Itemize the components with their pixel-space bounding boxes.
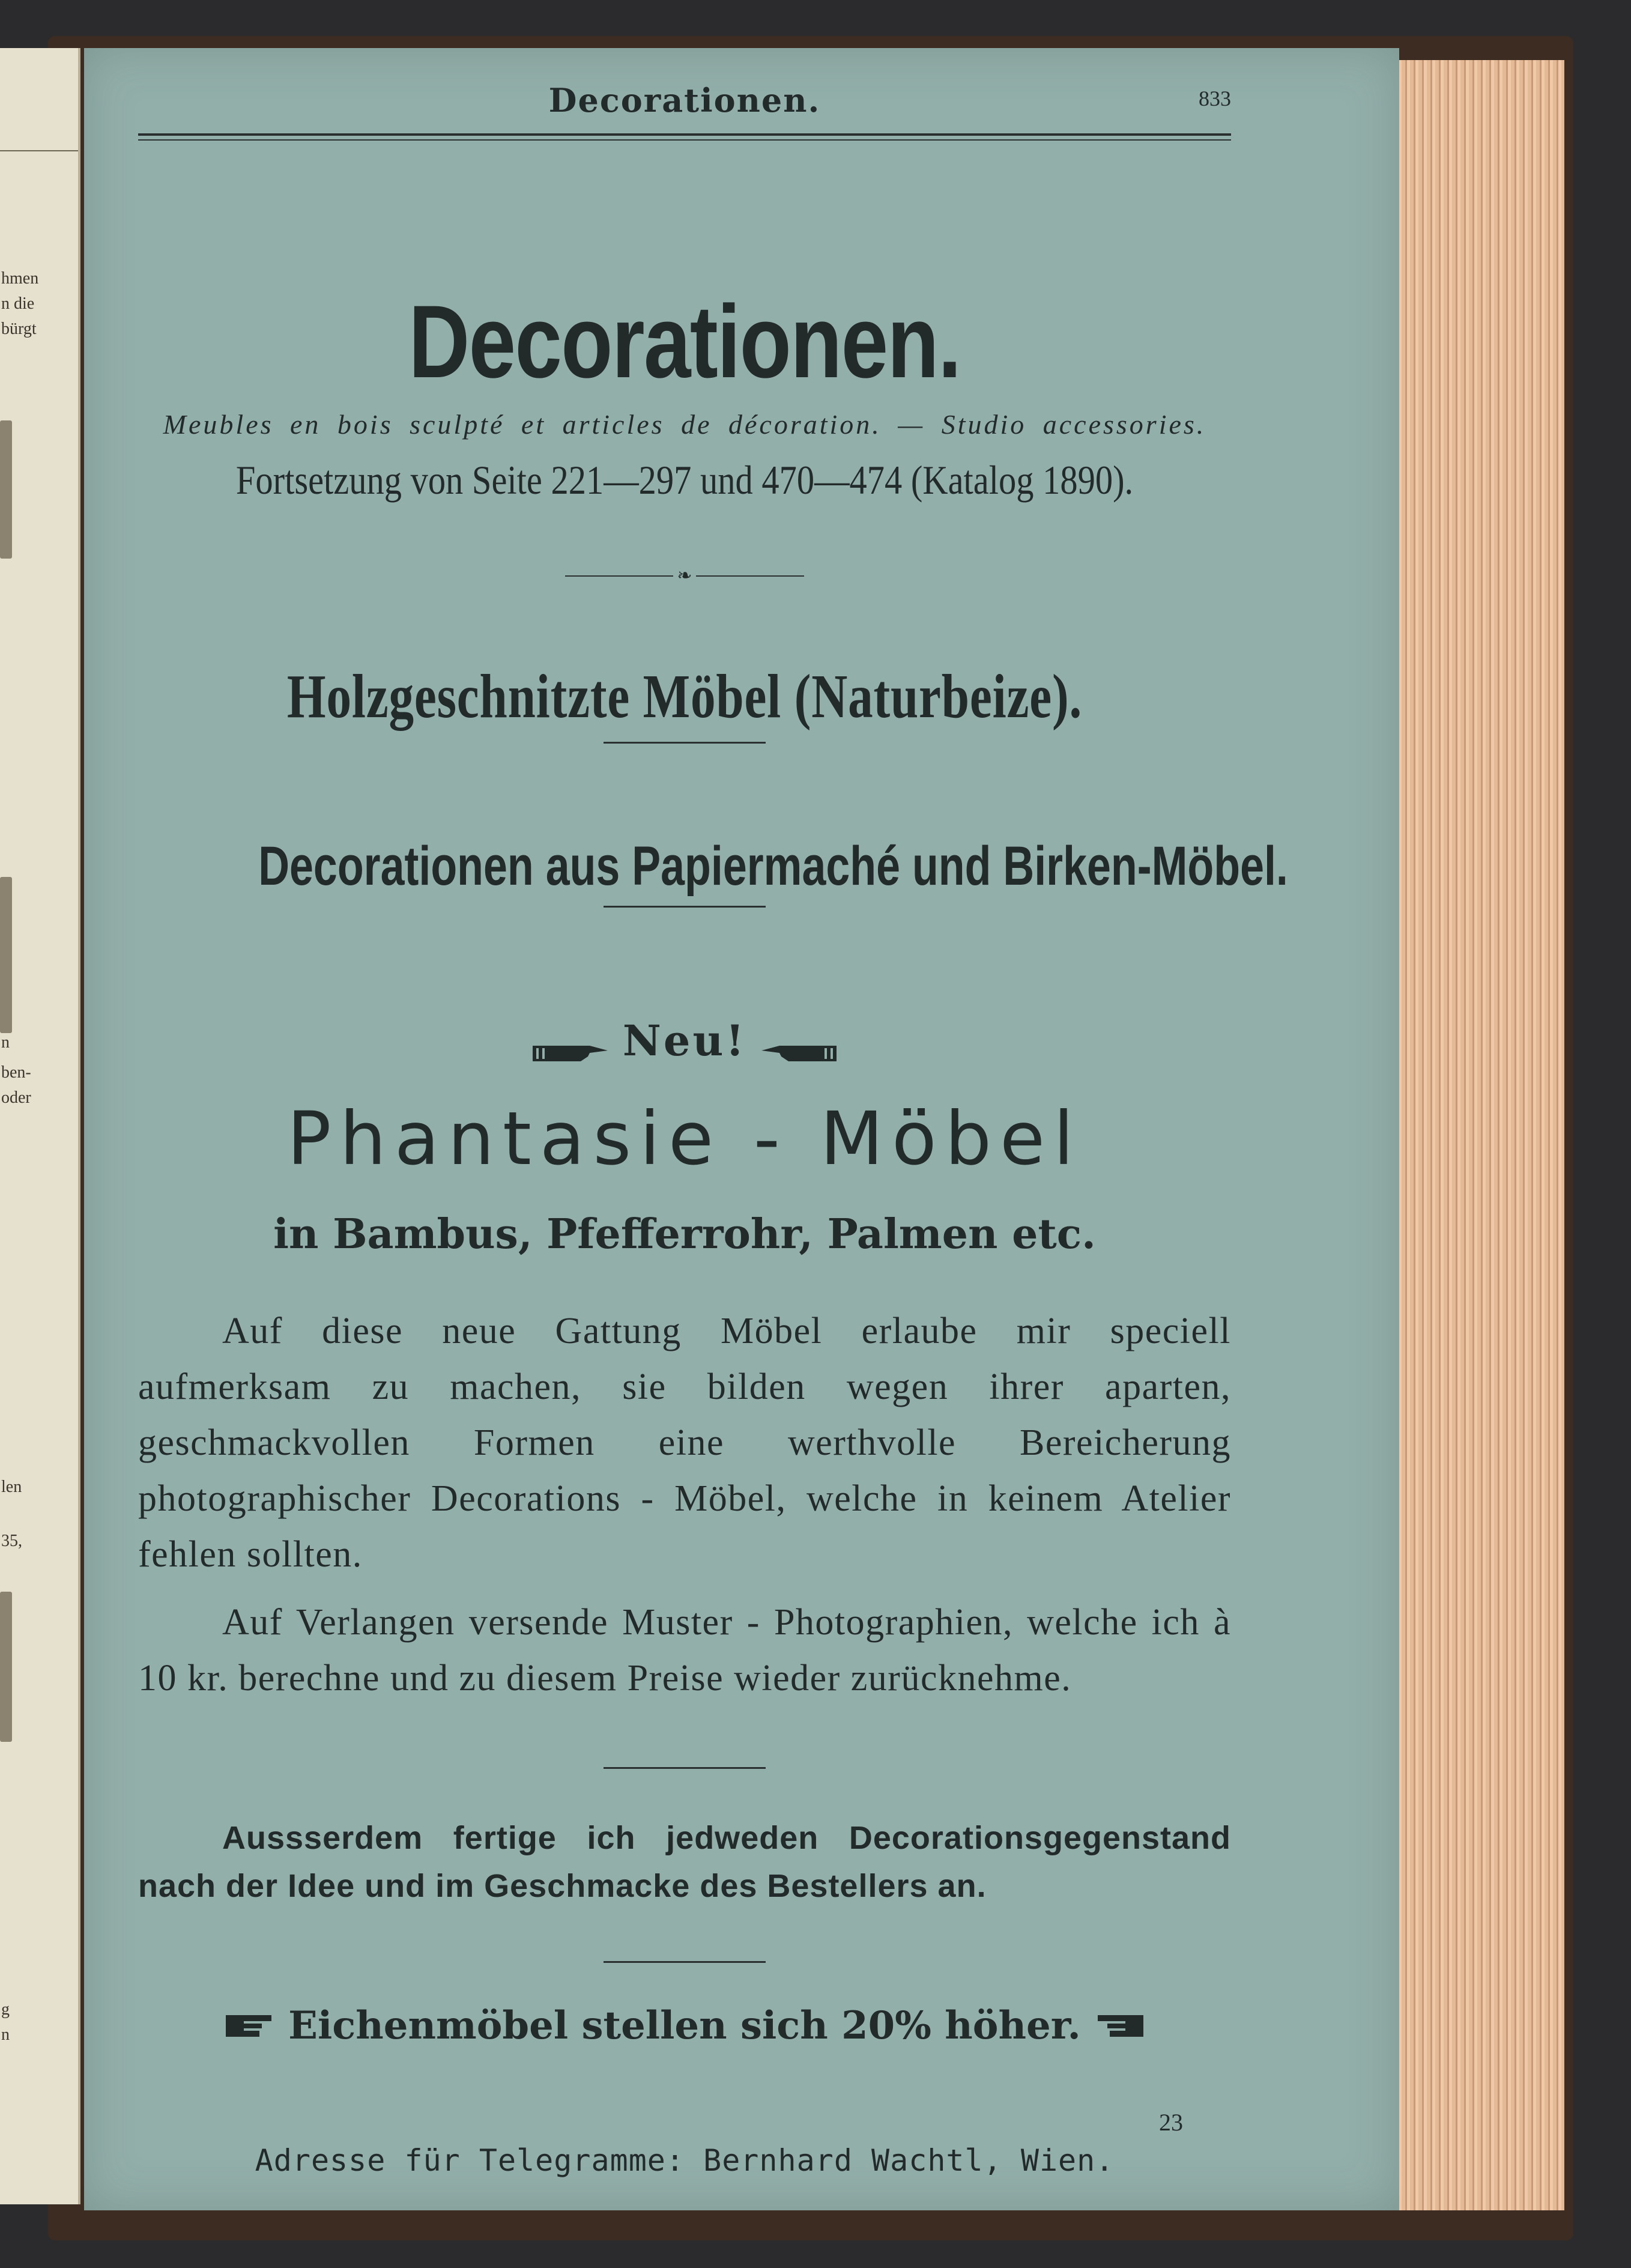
- paragraph-samples: Auf Verlangen versende Muster - Photographien, welche ich à 10 kr. berechne und zu diesem Preise wieder zurücknehme.: [138, 1602, 1231, 1699]
- left-page-fragment: oder: [1, 1088, 31, 1107]
- ornament-line: [696, 575, 804, 577]
- left-page-fragment: len: [1, 1478, 22, 1496]
- pointing-hand-left-icon: [758, 1027, 837, 1054]
- ornament-line: [565, 575, 673, 577]
- header-rule: [138, 133, 1231, 141]
- heading-materials: in Bambus, Pfefferrohr, Palmen etc.: [273, 1210, 1096, 1258]
- left-page-fragment: n: [1, 2025, 10, 2044]
- left-page-fragment: ben-: [1, 1063, 31, 1082]
- left-page-rule: [0, 150, 78, 151]
- new-announcement: [138, 1012, 1231, 1066]
- pointing-fist-right-icon: [226, 2010, 274, 2042]
- paragraph-custom-orders: Aussserdem fertige ich jedweden Decorationsgegenstand nach der Idee und im Geschmacke des Bestellers an.: [138, 1820, 1231, 1904]
- heading-carved-furniture: Holzgeschnitzte Möbel (Naturbeize).: [286, 662, 1083, 731]
- signature-number: 23: [1159, 2109, 1183, 2136]
- oak-price-text: Eichenmöbel stellen sich 20% höher.: [288, 2003, 1081, 2048]
- left-page-fragment: bürgt: [1, 320, 37, 338]
- left-page-illustration: [0, 1592, 12, 1742]
- left-page-fragment: n: [1, 1033, 10, 1052]
- section-divider: [604, 906, 766, 908]
- pointing-hand-right-icon: [533, 1027, 611, 1054]
- oak-price-note: [138, 2003, 1231, 2057]
- left-page-illustration: [0, 420, 12, 559]
- new-label: Neu!: [622, 1015, 747, 1066]
- left-page-fragment: n die: [1, 294, 35, 313]
- page-number: 833: [1199, 86, 1231, 111]
- left-page-fragment: hmen: [1, 269, 39, 288]
- subtitle-translation: Meubles en bois sculpté et articles de décoration. — Studio accessories.: [163, 409, 1206, 440]
- heading-papiermache: Decorationen aus Papiermaché und Birken-Möbel.: [258, 835, 1288, 897]
- section-divider: [604, 1961, 766, 1963]
- page-stack-edge: [1393, 60, 1564, 2210]
- telegram-address: Adresse für Telegramme: Bernhard Wachtl, Wien.: [255, 2143, 1115, 2178]
- running-title: Decorationen.: [548, 81, 821, 120]
- left-page-illustration: [0, 877, 12, 1033]
- page-content: [138, 48, 1288, 2210]
- left-page-edge: [0, 48, 80, 2204]
- ornament-icon: ❧: [677, 565, 692, 586]
- left-page-fragment: 35,: [1, 1532, 22, 1550]
- catalog-page: [84, 48, 1399, 2210]
- pointing-fist-left-icon: [1095, 2010, 1143, 2042]
- section-divider: [604, 1767, 766, 1769]
- section-divider: [604, 742, 766, 744]
- running-head: [138, 81, 1231, 129]
- page-title: Decorationen.: [408, 284, 961, 399]
- heading-fantasy-furniture: Phantasie - Möbel: [287, 1096, 1082, 1181]
- left-page-fragment: g: [1, 2000, 10, 2019]
- ornament-divider: [138, 565, 1231, 589]
- continuation-note: Fortsetzung von Seite 221—297 und 470—474 (Katalog 1890).: [235, 457, 1134, 503]
- paragraph-intro: Auf diese neue Gattung Möbel erlaube mir speciell aufmerksam zu machen, sie bilden wegen ihrer aparten, geschmackvollen Formen eine werthvolle Bereicherung photographischer Decorations - Möbel, welche in keinem Atelier fehlen sollten.: [138, 1311, 1231, 1575]
